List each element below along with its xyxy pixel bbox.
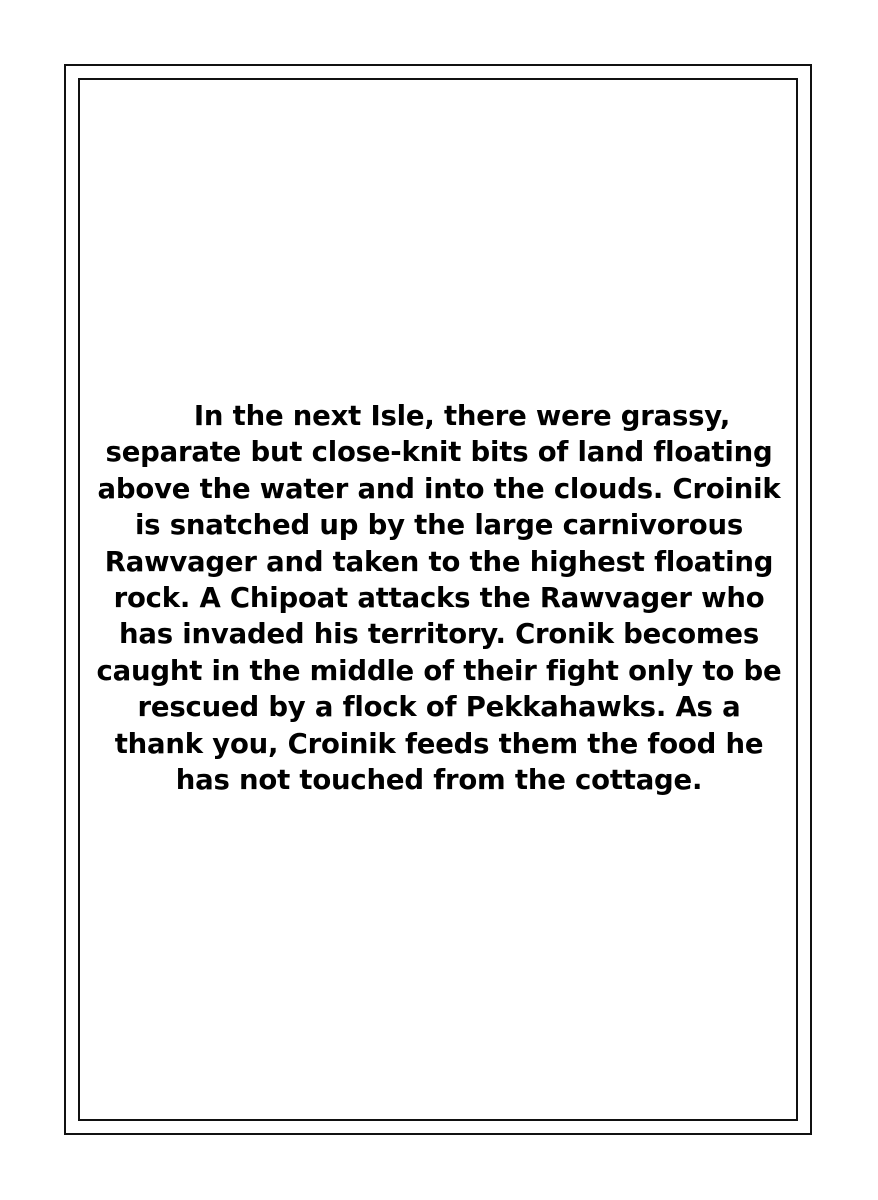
paragraph-line: separate but close-knit bits of land floating [105, 436, 773, 469]
paragraph-line: rescued by a flock of Pekkahawks. As a [137, 691, 741, 724]
paragraph-line: has invaded his territory. Cronik becomes [119, 618, 759, 651]
paragraph-line: rock. A Chipoat attacks the Rawvager who [113, 582, 765, 615]
paragraph-line: In the next Isle, there were grassy, [193, 400, 731, 432]
paragraph-line: Rawvager and taken to the highest floating [104, 545, 774, 578]
paragraph-line: above the water and into the clouds. Croinik [97, 472, 781, 505]
paragraph-line: is snatched up by the large carnivorous [134, 509, 744, 542]
paragraph-line: has not touched from the cottage. [175, 764, 703, 797]
story-paragraph [96, 398, 782, 798]
paragraph-line: caught in the middle of their fight only to be [96, 654, 782, 687]
paragraph-line: thank you, Croinik feeds them the food he [114, 727, 764, 760]
